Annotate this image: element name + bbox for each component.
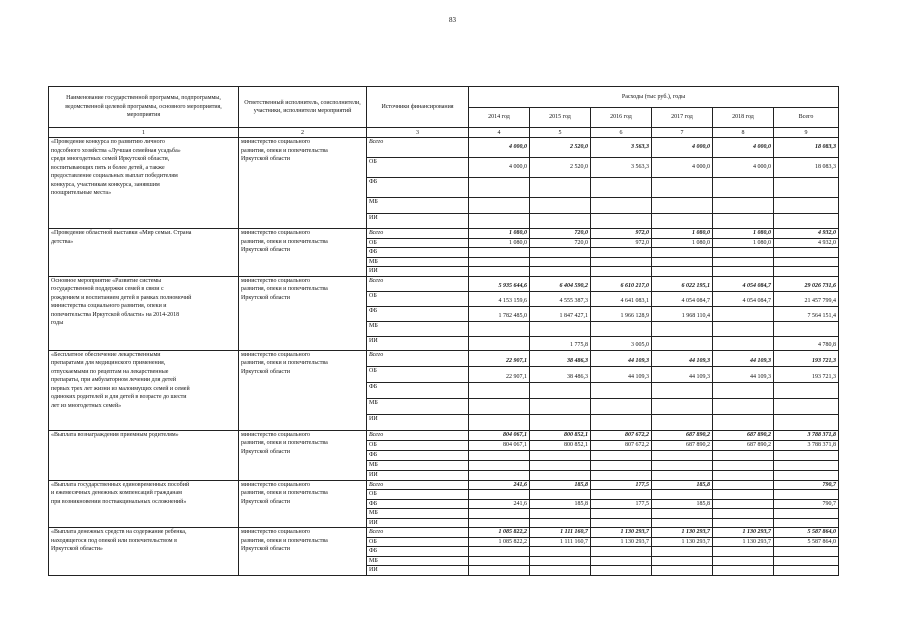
year-value: 185,8 <box>652 499 713 509</box>
total-value <box>774 382 839 398</box>
year-value: 241,6 <box>469 499 530 509</box>
year-value: 4 000,0 <box>469 158 530 178</box>
year-value <box>713 460 774 470</box>
year-value <box>591 248 652 258</box>
year-value: 1 130 293,7 <box>652 528 713 538</box>
year-value: 1 130 293,7 <box>591 537 652 547</box>
year-value: 44 109,3 <box>713 366 774 382</box>
year-value: 241,6 <box>469 480 530 490</box>
funding-source: ОБ <box>367 490 469 500</box>
year-value <box>530 547 591 557</box>
event-description: «Проведение областной выставки «Мир семьи. Страна детства» <box>49 229 239 277</box>
year-value <box>530 460 591 470</box>
year-value <box>469 321 530 336</box>
total-value <box>774 248 839 258</box>
year-value: 972,0 <box>591 238 652 248</box>
funding-source: ИИ <box>367 414 469 430</box>
funding-source: ФБ <box>367 306 469 321</box>
year-value: 177,5 <box>591 499 652 509</box>
total-value: 29 026 731,6 <box>774 276 839 291</box>
year-value: 1 130 293,7 <box>652 537 713 547</box>
funding-source: ФБ <box>367 382 469 398</box>
year-value: 1 080,0 <box>469 238 530 248</box>
year-value: 38 486,3 <box>530 366 591 382</box>
funding-source: Всего <box>367 430 469 440</box>
total-value: 3 788 371,8 <box>774 440 839 450</box>
year-value <box>469 470 530 480</box>
year-value <box>652 178 713 198</box>
year-value <box>530 450 591 460</box>
year-value <box>713 490 774 500</box>
column-number: 4 <box>469 128 530 138</box>
responsible-executor: министерство социального развития, опеки и попечительства Иркутской области <box>239 430 367 480</box>
year-value <box>591 518 652 528</box>
year-value <box>469 336 530 350</box>
funding-source: ИИ <box>367 470 469 480</box>
year-value: 4 000,0 <box>713 158 774 178</box>
year-value <box>469 414 530 430</box>
year-value <box>530 198 591 214</box>
year-value: 44 109,3 <box>591 350 652 366</box>
total-value: 193 721,3 <box>774 350 839 366</box>
total-value: 790,7 <box>774 499 839 509</box>
year-value <box>713 306 774 321</box>
total-value: 4 932,0 <box>774 238 839 248</box>
year-value <box>652 547 713 557</box>
year-value <box>591 267 652 277</box>
year-value: 1 775,8 <box>530 336 591 350</box>
year-value: 185,8 <box>652 480 713 490</box>
year-header: 2015 год <box>530 108 591 128</box>
year-value: 4 000,0 <box>469 138 530 158</box>
year-value: 3 005,0 <box>591 336 652 350</box>
year-value <box>652 460 713 470</box>
year-value <box>591 214 652 229</box>
year-value: 1 080,0 <box>713 229 774 239</box>
total-value <box>774 509 839 519</box>
event-description: «Проведение конкурса по развитию личного подсобного хозяйства «Лучшая семейная усадьба» среди многодетных семей Иркутской области, воспитывающих пять и более детей, а также предоставление социальных выплат победителям конкурса, участникам конкурса, занявшим поощрительные места» <box>49 138 239 229</box>
year-value: 1 966 128,9 <box>591 306 652 321</box>
funding-source: ОБ <box>367 537 469 547</box>
table-row-total <box>49 350 839 366</box>
year-value <box>591 382 652 398</box>
funding-source: МБ <box>367 257 469 267</box>
year-value: 44 109,3 <box>652 366 713 382</box>
total-value <box>774 321 839 336</box>
year-value <box>469 398 530 414</box>
year-value: 38 486,3 <box>530 350 591 366</box>
year-value <box>530 490 591 500</box>
year-value: 4 000,0 <box>713 138 774 158</box>
year-value: 1 080,0 <box>713 238 774 248</box>
year-value <box>591 414 652 430</box>
funding-source: ОБ <box>367 158 469 178</box>
year-value: 1 111 160,7 <box>530 528 591 538</box>
year-value <box>713 547 774 557</box>
year-value: 6 404 590,2 <box>530 276 591 291</box>
year-value <box>591 509 652 519</box>
table-header <box>49 87 839 138</box>
page-number: 83 <box>449 16 456 24</box>
year-value <box>652 490 713 500</box>
year-value: 1 080,0 <box>652 229 713 239</box>
year-value: 4 054 084,7 <box>652 291 713 306</box>
year-value <box>652 566 713 576</box>
year-value: 6 610 217,0 <box>591 276 652 291</box>
year-value <box>530 566 591 576</box>
year-value: 1 085 822,2 <box>469 528 530 538</box>
year-value <box>591 556 652 566</box>
year-value: 185,8 <box>530 480 591 490</box>
funding-source: МБ <box>367 321 469 336</box>
year-value: 1 085 822,2 <box>469 537 530 547</box>
year-value <box>652 518 713 528</box>
total-value <box>774 490 839 500</box>
year-value <box>713 470 774 480</box>
year-value <box>469 518 530 528</box>
event-description: «Выплата государственных единовременных пособий и ежемесячных денежных компенсаций гражданам при возникновении поствакцинальных осложнений» <box>49 480 239 528</box>
year-value <box>530 556 591 566</box>
column-number: 2 <box>239 128 367 138</box>
year-value: 177,5 <box>591 480 652 490</box>
year-value <box>713 382 774 398</box>
year-value <box>469 547 530 557</box>
funding-source: МБ <box>367 556 469 566</box>
year-value <box>469 198 530 214</box>
year-value: 22 907,1 <box>469 350 530 366</box>
year-value <box>652 267 713 277</box>
column-number: 9 <box>774 128 839 138</box>
column-number: 3 <box>367 128 469 138</box>
year-value <box>469 382 530 398</box>
year-value <box>652 248 713 258</box>
year-value <box>591 460 652 470</box>
total-value <box>774 450 839 460</box>
funding-source: Всего <box>367 229 469 239</box>
responsible-executor: министерство социального развития, опеки и попечительства Иркутской области <box>239 276 367 350</box>
year-value: 720,0 <box>530 229 591 239</box>
table-row-total <box>49 480 839 490</box>
budget-table <box>48 86 839 576</box>
year-value: 5 935 644,6 <box>469 276 530 291</box>
year-value <box>469 257 530 267</box>
year-value: 4 054 084,7 <box>713 291 774 306</box>
funding-source: Всего <box>367 480 469 490</box>
funding-source: Всего <box>367 276 469 291</box>
total-value: 193 721,3 <box>774 366 839 382</box>
table-body <box>49 138 839 576</box>
year-value: 1 130 293,7 <box>713 528 774 538</box>
year-value: 804 067,1 <box>469 440 530 450</box>
total-value <box>774 556 839 566</box>
year-value: 807 672,2 <box>591 430 652 440</box>
expenses-header: Расходы (тыс руб.), годы <box>469 87 839 108</box>
year-value <box>591 321 652 336</box>
year-value: 1 080,0 <box>469 229 530 239</box>
year-header: 2014 год <box>469 108 530 128</box>
year-header: 2016 год <box>591 108 652 128</box>
year-value: 44 109,3 <box>652 350 713 366</box>
funding-source: ФБ <box>367 248 469 258</box>
year-value: 4 153 159,6 <box>469 291 530 306</box>
total-value: 3 788 371,8 <box>774 430 839 440</box>
funding-sources-header: Источники финансирования <box>367 87 469 128</box>
column-number: 8 <box>713 128 774 138</box>
event-description: «Бесплатное обеспечение лекарственными препаратами для медицинского применения, отпускаемыми по рецептам на лекарственные препараты, при амбулаторном лечении для детей первых трех лет жизни из малоимущих семей и семей одиноких родителей и для детей в возрасте до шести лет из многодетных семей» <box>49 350 239 430</box>
column-numbers-row <box>49 128 839 138</box>
table-row-total <box>49 229 839 239</box>
funding-source: МБ <box>367 398 469 414</box>
responsible-executor: министерство социального развития, опеки и попечительства Иркутской области <box>239 480 367 528</box>
year-value <box>591 450 652 460</box>
year-value <box>530 398 591 414</box>
year-value <box>530 470 591 480</box>
total-value: 5 587 864,0 <box>774 528 839 538</box>
table-row-total <box>49 276 839 291</box>
year-value <box>591 566 652 576</box>
funding-source: Всего <box>367 528 469 538</box>
total-value <box>774 214 839 229</box>
total-value <box>774 267 839 277</box>
year-value <box>530 518 591 528</box>
year-value <box>652 470 713 480</box>
year-value: 1 130 293,7 <box>713 537 774 547</box>
year-value <box>713 556 774 566</box>
year-value <box>469 509 530 519</box>
year-value <box>652 257 713 267</box>
year-value: 6 022 195,1 <box>652 276 713 291</box>
year-value: 720,0 <box>530 238 591 248</box>
year-value <box>469 556 530 566</box>
year-value: 687 890,2 <box>652 440 713 450</box>
funding-source: ОБ <box>367 366 469 382</box>
column-number: 6 <box>591 128 652 138</box>
funding-source: ИИ <box>367 214 469 229</box>
year-value: 4 000,0 <box>652 138 713 158</box>
year-value: 3 563,3 <box>591 138 652 158</box>
funding-source: ФБ <box>367 450 469 460</box>
funding-source: ФБ <box>367 499 469 509</box>
year-value <box>713 178 774 198</box>
year-value: 4 054 084,7 <box>713 276 774 291</box>
year-value: 4 641 083,1 <box>591 291 652 306</box>
total-value: 7 564 151,4 <box>774 306 839 321</box>
year-value: 3 563,3 <box>591 158 652 178</box>
total-value: 4 932,0 <box>774 229 839 239</box>
year-value <box>652 556 713 566</box>
total-value <box>774 470 839 480</box>
year-value: 800 852,1 <box>530 430 591 440</box>
total-value: 4 780,8 <box>774 336 839 350</box>
year-value <box>713 450 774 460</box>
year-value: 804 067,1 <box>469 430 530 440</box>
total-header: Всего <box>774 108 839 128</box>
column-number: 7 <box>652 128 713 138</box>
total-value: 21 457 799,4 <box>774 291 839 306</box>
funding-source: ФБ <box>367 547 469 557</box>
year-value: 1 080,0 <box>652 238 713 248</box>
funding-source: ИИ <box>367 566 469 576</box>
year-value: 687 890,2 <box>713 440 774 450</box>
year-value <box>713 509 774 519</box>
year-value <box>530 382 591 398</box>
total-value: 18 083,3 <box>774 158 839 178</box>
year-value: 1 782 485,0 <box>469 306 530 321</box>
year-value: 22 907,1 <box>469 366 530 382</box>
year-value <box>591 490 652 500</box>
funding-source: ИИ <box>367 336 469 350</box>
year-value <box>530 178 591 198</box>
funding-source: МБ <box>367 198 469 214</box>
year-value <box>469 450 530 460</box>
total-value: 790,7 <box>774 480 839 490</box>
funding-source: МБ <box>367 509 469 519</box>
year-value: 687 890,2 <box>652 430 713 440</box>
year-value: 800 852,1 <box>530 440 591 450</box>
year-value: 185,8 <box>530 499 591 509</box>
program-name-header: Наименование государственной программы, подпрограммы, ведомственной целевой программы, основного мероприятия, мероприятия <box>49 87 239 128</box>
executor-header: Ответственный исполнитель, соисполнители, участники, исполнители мероприятий <box>239 87 367 128</box>
year-value <box>530 214 591 229</box>
year-value: 1 847 427,1 <box>530 306 591 321</box>
year-value <box>469 460 530 470</box>
year-value <box>713 480 774 490</box>
year-value <box>591 198 652 214</box>
year-value <box>713 321 774 336</box>
responsible-executor: министерство социального развития, опеки и попечительства Иркутской области <box>239 528 367 576</box>
total-value: 18 083,3 <box>774 138 839 158</box>
year-value <box>469 214 530 229</box>
year-value: 1 111 160,7 <box>530 537 591 547</box>
year-value <box>469 267 530 277</box>
year-value: 807 672,2 <box>591 440 652 450</box>
year-header: 2018 год <box>713 108 774 128</box>
year-value: 44 109,3 <box>713 350 774 366</box>
funding-source: ИИ <box>367 267 469 277</box>
funding-source: Всего <box>367 138 469 158</box>
year-value <box>591 398 652 414</box>
total-value <box>774 566 839 576</box>
year-value <box>713 499 774 509</box>
year-value <box>469 566 530 576</box>
year-value <box>591 257 652 267</box>
year-value <box>713 248 774 258</box>
year-value <box>652 398 713 414</box>
year-header: 2017 год <box>652 108 713 128</box>
responsible-executor: министерство социального развития, опеки и попечительства Иркутской области <box>239 350 367 430</box>
total-value <box>774 547 839 557</box>
event-description: «Выплата денежных средств на содержание ребенка, находящегося под опекой или попечительством в Иркутской области» <box>49 528 239 576</box>
funding-source: МБ <box>367 460 469 470</box>
total-value <box>774 518 839 528</box>
total-value <box>774 198 839 214</box>
year-value: 4 000,0 <box>652 158 713 178</box>
year-value <box>652 198 713 214</box>
year-value: 1 968 110,4 <box>652 306 713 321</box>
year-value <box>652 321 713 336</box>
year-value <box>469 248 530 258</box>
year-value <box>713 214 774 229</box>
year-value <box>530 509 591 519</box>
year-value <box>652 509 713 519</box>
year-value <box>530 257 591 267</box>
funding-source: ИИ <box>367 518 469 528</box>
total-value <box>774 398 839 414</box>
funding-source: ОБ <box>367 291 469 306</box>
year-value <box>713 336 774 350</box>
year-value <box>652 382 713 398</box>
year-value <box>652 214 713 229</box>
year-value: 4 555 387,3 <box>530 291 591 306</box>
year-value: 2 520,0 <box>530 138 591 158</box>
column-number: 1 <box>49 128 239 138</box>
year-value <box>652 414 713 430</box>
event-description: Основное мероприятие «Развитие системы государственной поддержки семей в связи с рождением и воспитанием детей в рамках полномочий министерства социального развития, опеки и попечительства Иркутской области» на 2014-2018 годы <box>49 276 239 350</box>
year-value: 972,0 <box>591 229 652 239</box>
total-value <box>774 414 839 430</box>
funding-source: ОБ <box>367 238 469 248</box>
event-description: «Выплата вознаграждения приемным родителям» <box>49 430 239 480</box>
year-value <box>591 178 652 198</box>
year-value <box>713 267 774 277</box>
year-value <box>652 450 713 460</box>
table-row-total <box>49 528 839 538</box>
year-value <box>713 566 774 576</box>
year-value <box>530 267 591 277</box>
table-row-total <box>49 430 839 440</box>
total-value <box>774 257 839 267</box>
year-value <box>469 490 530 500</box>
year-value <box>591 547 652 557</box>
funding-source: ОБ <box>367 440 469 450</box>
year-value <box>713 198 774 214</box>
column-number: 5 <box>530 128 591 138</box>
year-value <box>530 414 591 430</box>
year-value: 687 890,2 <box>713 430 774 440</box>
funding-source: Всего <box>367 350 469 366</box>
year-value: 1 130 293,7 <box>591 528 652 538</box>
funding-source: ФБ <box>367 178 469 198</box>
year-value <box>713 414 774 430</box>
year-value <box>530 321 591 336</box>
total-value <box>774 460 839 470</box>
total-value <box>774 178 839 198</box>
responsible-executor: министерство социального развития, опеки и попечительства Иркутской области <box>239 229 367 277</box>
year-value <box>591 470 652 480</box>
year-value <box>713 257 774 267</box>
year-value <box>713 518 774 528</box>
table-row-total <box>49 138 839 158</box>
year-value: 44 109,3 <box>591 366 652 382</box>
year-value <box>713 398 774 414</box>
year-value <box>652 336 713 350</box>
year-value <box>469 178 530 198</box>
year-value <box>530 248 591 258</box>
total-value: 5 587 864,0 <box>774 537 839 547</box>
year-value: 2 520,0 <box>530 158 591 178</box>
responsible-executor: министерство социального развития, опеки и попечительства Иркутской области <box>239 138 367 229</box>
